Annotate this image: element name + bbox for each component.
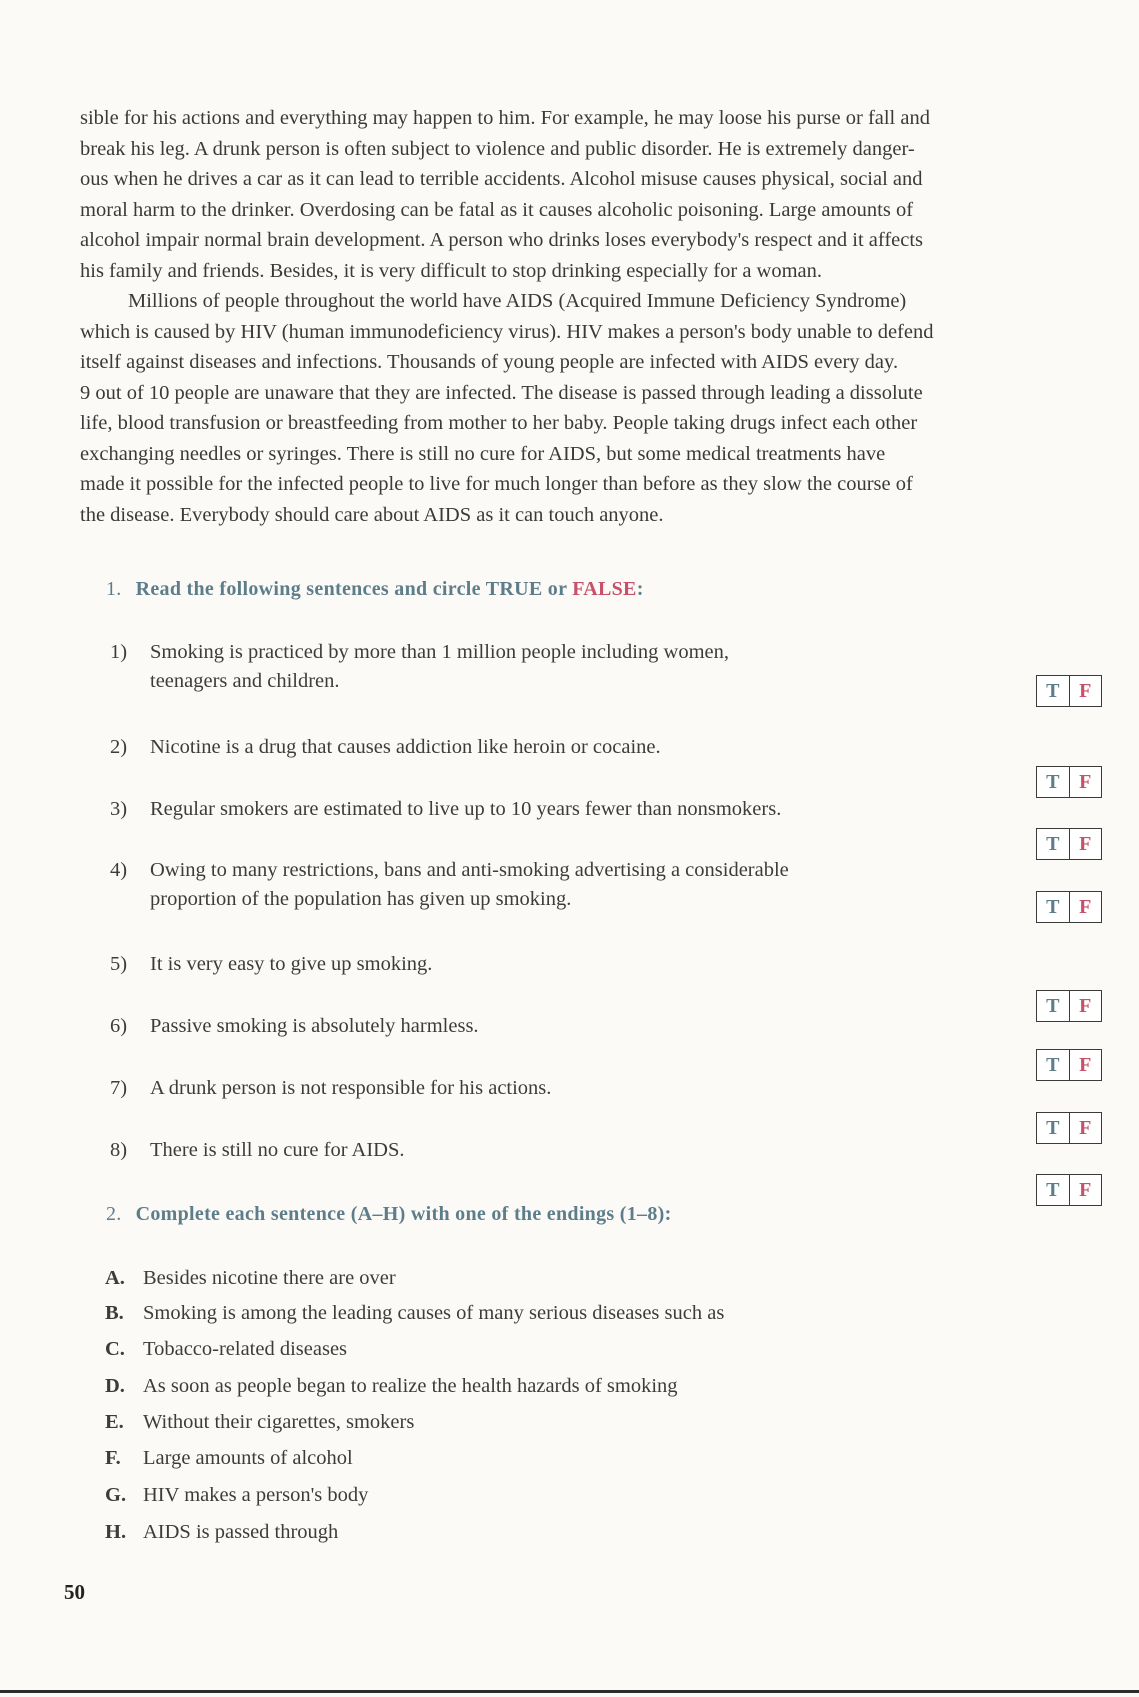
sentence-start-d (105, 1375, 678, 1398)
false-word: FALSE (572, 578, 637, 600)
text-line: break his leg. A drunk person is often subject to violence and public disorder. He is extremely danger- (80, 137, 915, 160)
sentence-start-b (105, 1302, 724, 1325)
statement-5 (110, 950, 960, 979)
text-line: moral harm to the drinker. Overdosing can be fatal as it causes alcoholic poisoning. Large amounts of (80, 198, 914, 221)
text-line: the disease. Everybody should care about AIDS as it can touch anyone. (80, 503, 664, 526)
sentence-text: As soon as people began to realize the health hazards of smoking (143, 1375, 678, 1397)
text-line: his family and friends. Besides, it is very difficult to stop drinking especially for a woman. (80, 259, 823, 282)
sentence-letter: G. (105, 1484, 127, 1506)
statement-line: It is very easy to give up smoking. (150, 953, 433, 975)
tf-box-3[interactable] (1036, 828, 1102, 860)
true-option[interactable]: T (1037, 892, 1070, 922)
statement-number: 5) (110, 953, 128, 975)
text-line: Millions of people throughout the world have AIDS (Acquired Immune Deficiency Syndrome) (128, 290, 907, 312)
task-number: 1. (106, 578, 122, 600)
statement-line: teenagers and children. (150, 670, 340, 692)
sentence-start-e (105, 1411, 414, 1434)
statement-number: 8) (110, 1139, 128, 1161)
true-option[interactable]: T (1037, 676, 1070, 706)
true-option[interactable]: T (1037, 1113, 1070, 1143)
task-2-heading (106, 1203, 672, 1226)
statement-line: Nicotine is a drug that causes addiction like heroin or cocaine. (150, 736, 661, 758)
statement-8 (110, 1136, 960, 1165)
sentence-letter: B. (105, 1302, 124, 1324)
false-option[interactable]: F (1079, 770, 1092, 793)
statement-line: Smoking is practiced by more than 1 million people including women, (150, 641, 730, 663)
statement-6 (110, 1012, 960, 1041)
statement-7 (110, 1074, 960, 1103)
task-instruction: Read the following sentences and circle TRUE or (135, 578, 573, 600)
sentence-start-a (105, 1267, 396, 1290)
true-option[interactable]: T (1037, 1175, 1070, 1205)
sentence-letter: E. (105, 1411, 124, 1433)
alcohol-paragraph (80, 103, 1103, 286)
sentence-text: Tobacco-related diseases (143, 1338, 348, 1360)
task-1-heading (106, 578, 644, 601)
false-option[interactable]: F (1079, 679, 1092, 702)
false-option[interactable]: F (1079, 1116, 1092, 1139)
sentence-start-f (105, 1447, 353, 1470)
text-line: made it possible for the infected people to live for much longer than before as they slow the course of (80, 473, 913, 495)
statement-1 (110, 638, 960, 696)
text-line: which is caused by HIV (human immunodeficiency virus). HIV makes a person's body unable to defend (80, 320, 934, 343)
statement-line: Regular smokers are estimated to live up to 10 years fewer than nonsmokers. (150, 798, 782, 820)
tf-box-2[interactable] (1036, 766, 1102, 798)
sentence-text: AIDS is passed through (143, 1521, 339, 1543)
sentence-text: Without their cigarettes, smokers (143, 1411, 415, 1433)
statement-line: There is still no cure for AIDS. (150, 1139, 405, 1161)
tf-box-1[interactable] (1036, 675, 1102, 707)
aids-paragraph (80, 286, 1103, 530)
statement-number: 7) (110, 1077, 128, 1099)
statement-4 (110, 856, 960, 914)
text-line: itself against diseases and infections. Thousands of young people are infected with AIDS every day. (80, 351, 899, 373)
statement-line: Passive smoking is absolutely harmless. (150, 1015, 479, 1037)
tf-box-7[interactable] (1036, 1112, 1102, 1144)
true-option[interactable]: T (1037, 829, 1070, 859)
task-instruction: Complete each sentence (A–H) with one of the endings (1–8): (135, 1203, 672, 1225)
statement-2 (110, 733, 960, 762)
page-edge-divider (0, 1690, 1139, 1693)
tf-box-4[interactable] (1036, 891, 1102, 923)
sentence-letter: C. (105, 1338, 125, 1360)
text-line: ous when he drives a car as it can lead to terrible accidents. Alcohol misuse causes physical, social and (80, 168, 923, 190)
sentence-text: Besides nicotine there are over (143, 1267, 396, 1289)
sentence-start-g (105, 1484, 368, 1507)
tf-box-8[interactable] (1036, 1174, 1102, 1206)
sentence-text: Smoking is among the leading causes of many serious diseases such as (143, 1302, 725, 1324)
sentence-start-h (105, 1521, 338, 1544)
statement-number: 6) (110, 1015, 128, 1037)
sentence-letter: D. (105, 1375, 125, 1397)
true-option[interactable]: T (1037, 767, 1070, 797)
text-line: exchanging needles or syringes. There is still no cure for AIDS, but some medical treatments have (80, 442, 886, 465)
sentence-start-c (105, 1338, 347, 1361)
statement-3 (110, 795, 960, 824)
text-line: sible for his actions and everything may happen to him. For example, he may loose his purse or fall and (80, 107, 930, 129)
sentence-letter: H. (105, 1521, 127, 1543)
statement-number: 3) (110, 798, 128, 820)
sentence-letter: F. (105, 1447, 121, 1469)
tf-box-5[interactable] (1036, 990, 1102, 1022)
statement-line: A drunk person is not responsible for his actions. (150, 1077, 552, 1099)
false-option[interactable]: F (1079, 895, 1092, 918)
false-option[interactable]: F (1079, 832, 1092, 855)
statement-number: 1) (110, 641, 128, 663)
false-option[interactable]: F (1079, 994, 1092, 1017)
true-option[interactable]: T (1037, 991, 1070, 1021)
sentence-text: HIV makes a person's body (143, 1484, 369, 1506)
statement-number: 2) (110, 736, 128, 758)
statement-line: Owing to many restrictions, bans and anti-smoking advertising a considerable (150, 859, 789, 881)
task-number: 2. (106, 1203, 122, 1225)
sentence-text: Large amounts of alcohol (143, 1447, 353, 1469)
false-option[interactable]: F (1079, 1178, 1092, 1201)
true-option[interactable]: T (1037, 1050, 1070, 1080)
text-line: 9 out of 10 people are unaware that they are infected. The disease is passed through leading a dissolute (80, 381, 923, 404)
false-option[interactable]: F (1079, 1053, 1092, 1076)
text-line: life, blood transfusion or breastfeeding from mother to her baby. People taking drugs infect each other (80, 412, 918, 434)
tf-box-6[interactable] (1036, 1049, 1102, 1081)
text-line: alcohol impair normal brain development. A person who drinks loses everybody's respect and it affects (80, 229, 924, 251)
statement-line: proportion of the population has given up smoking. (150, 888, 572, 910)
statement-number: 4) (110, 859, 128, 881)
sentence-letter: A. (105, 1267, 125, 1289)
task-colon: : (636, 578, 644, 600)
page-number: 50 (64, 1580, 85, 1604)
